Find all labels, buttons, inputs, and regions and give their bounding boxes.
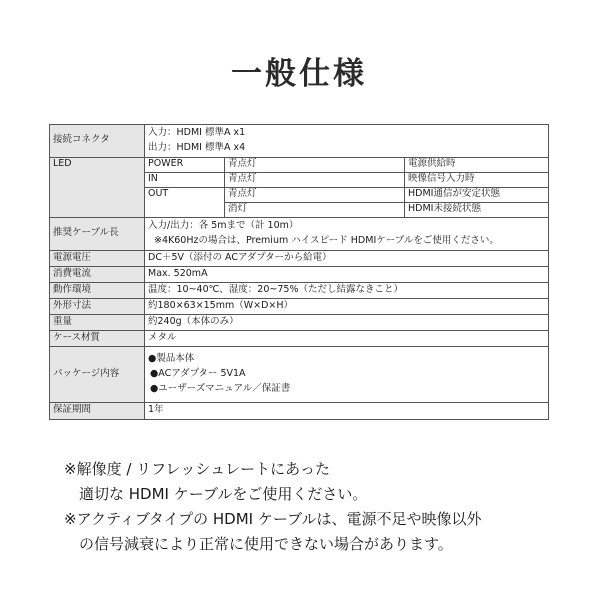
notes	[64, 457, 564, 557]
material-value: メタル	[145, 330, 549, 346]
cable-value	[145, 217, 549, 250]
connector-output: 出力：HDMI 標準A x4	[148, 141, 246, 153]
row-environment	[50, 282, 549, 298]
weight-value: 約240g（本体のみ）	[145, 314, 549, 330]
led-out-meaning-1: HDMI通信が安定状態	[405, 187, 549, 202]
current-value: Max. 520mA	[145, 266, 549, 282]
spec-table	[49, 124, 549, 420]
cable-line-1: 入力/出力：各 5mまで（計 10m）	[148, 219, 299, 231]
row-current	[50, 266, 549, 282]
voltage-label: 電源電圧	[50, 250, 145, 266]
current-label: 消費電流	[50, 266, 145, 282]
led-out-state-2: 消灯	[225, 202, 405, 217]
note-line-2: 適切な HDMI ケーブルをご使用ください。	[79, 485, 368, 503]
led-power-name: POWER	[145, 157, 225, 172]
row-weight	[50, 314, 549, 330]
environment-value: 温度：10~40℃、湿度：20~75%（ただし結露なきこと）	[145, 282, 549, 298]
dimensions-label: 外形寸法	[50, 298, 145, 314]
row-connector	[50, 125, 549, 158]
package-value	[145, 346, 549, 402]
led-out-state-1: 青点灯	[225, 187, 405, 202]
weight-label: 重量	[50, 314, 145, 330]
note-line-4: の信号減衰により正常に使用できない場合があります。	[79, 535, 453, 553]
note-line-1: ※解像度 / リフレッシュレートにあった	[64, 460, 330, 478]
row-cable	[50, 217, 549, 250]
connector-input: 入力：HDMI 標準A x1	[148, 127, 246, 138]
dimensions-value: 約180×63×15mm（W×D×H）	[145, 298, 549, 314]
led-out-name: OUT	[145, 187, 225, 217]
environment-label: 動作環境	[50, 282, 145, 298]
row-dimensions	[50, 298, 549, 314]
warranty-label: 保証期間	[50, 402, 145, 419]
led-in-meaning: 映像信号入力時	[405, 172, 549, 187]
package-item: ●製品本体	[148, 352, 195, 364]
voltage-value: DC＋5V（添付の ACアダプターから給電）	[145, 250, 549, 266]
row-led-power	[50, 157, 549, 172]
connector-label: 接続コネクタ	[50, 125, 145, 158]
material-label: ケース材質	[50, 330, 145, 346]
led-in-state: 青点灯	[225, 172, 405, 187]
package-item: ●ACアダプター 5V1A	[150, 367, 246, 379]
row-package	[50, 346, 549, 402]
led-label: LED	[50, 157, 145, 217]
row-voltage	[50, 250, 549, 266]
cable-label: 推奨ケーブル長	[50, 217, 145, 250]
row-warranty	[50, 402, 549, 419]
led-power-meaning: 電源供給時	[405, 157, 549, 172]
package-label: パッケージ内容	[50, 346, 145, 402]
warranty-value: 1年	[145, 402, 549, 419]
note-line-3: ※アクティブタイプの HDMI ケーブルは、電源不足や映像以外	[64, 510, 482, 528]
led-in-name: IN	[145, 172, 225, 187]
connector-value	[145, 125, 549, 158]
cable-line-2: ※4K60Hzの場合は、Premium ハイスピード HDMIケーブルをご使用ください。	[154, 234, 499, 246]
page-title: 一般仕様	[231, 56, 367, 92]
row-material	[50, 330, 549, 346]
led-out-meaning-2: HDMI未接続状態	[405, 202, 549, 217]
package-item: ●ユーザーズマニュアル／保証書	[150, 382, 291, 394]
led-power-state: 青点灯	[225, 157, 405, 172]
